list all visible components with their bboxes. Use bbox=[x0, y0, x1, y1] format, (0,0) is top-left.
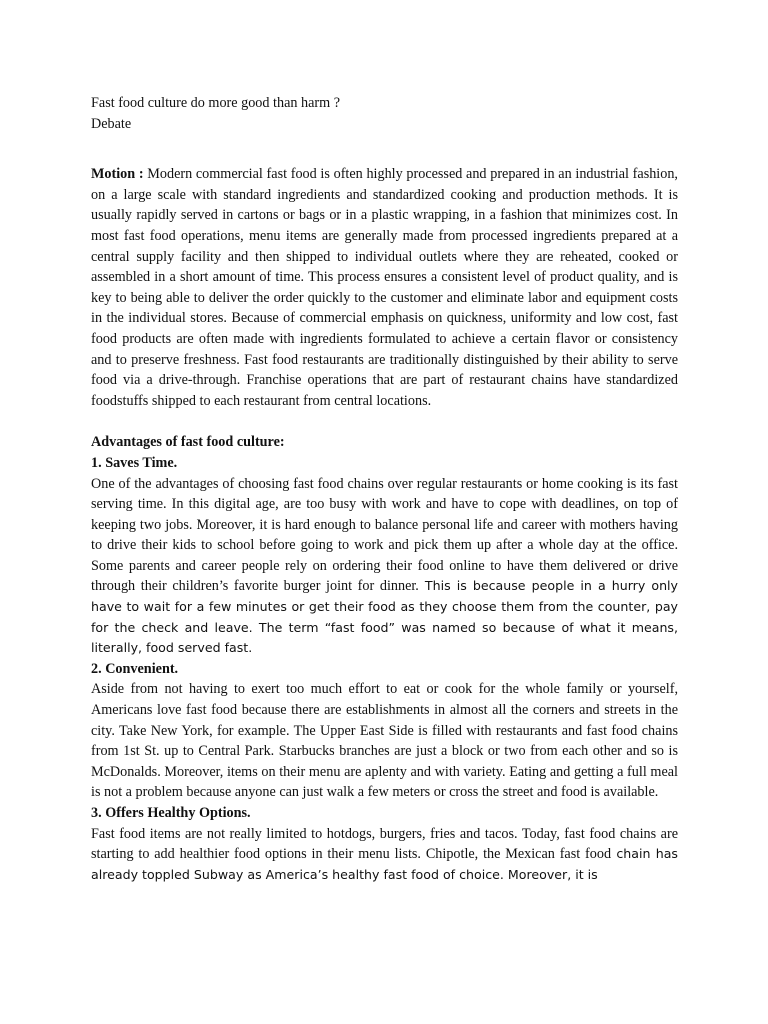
motion-text: Modern commercial fast food is often highly processed and prepared in an industrial fashion, on a large scale with standard ingredients and standardized cooking and production methods. It is usually rapidly served in cartons or bags or in a plastic wrapping, in a fashion that minimizes cost. In most fast food operations, menu items are generally made from processed ingredients prepared at a central supply facility and then shipped to individual outlets where they are reheated, cooked or assembled in a short amount of time. This process ensures a consistent level of product quality, and is key to being able to deliver the order quickly to the customer and eliminate labor and equipment costs in the individual stores. Because of commercial emphasis on quickness, uniformity and low cost, fast food products are often made with ingredients formulated to achieve a certain flavor or consistency and to preserve freshness. Fast food restaurants are traditionally distinguished by their ability to serve food via a drive-through. Franchise operations that are part of restaurant chains have standardized foodstuffs shipped to each restaurant from central locations. bbox=[91, 166, 678, 409]
motion-label: Motion : bbox=[91, 166, 144, 183]
paragraph-text: Aside from not having to exert too much effort to eat or cook for the whole family or yourself, Americans love fast food because there are establishments in almost all the corners and streets in the city. Take New York, for example. The Upper East Side is filled with restaurants and fast food chains from 1st St. up to Central Park. Starbucks branches are just a block or two from each other and so is McDonalds. Moreover, items on their menu are aplenty and with variety. Eating and getting a full meal is not a problem because anyone can just walk a few meters or cross the street and food is available. bbox=[91, 681, 678, 801]
section-heading-healthy-options: 3. Offers Healthy Options. bbox=[91, 805, 251, 821]
advantages-heading: Advantages of fast food culture: bbox=[91, 434, 285, 451]
document-title: Fast food culture do more good than harm ? bbox=[91, 95, 341, 111]
paragraph-text-alt-font: This is because people in a hurry only have to wait for a few minutes or get their food as they choose them from the counter, pay for the check and leave. The term “fast food” was named so because of what it means, literally, food served fast. bbox=[91, 578, 678, 656]
section-paragraph-saves-time bbox=[91, 474, 678, 659]
document-page bbox=[91, 93, 678, 885]
section-paragraph-healthy-options bbox=[91, 824, 678, 886]
document-subtitle: Debate bbox=[91, 115, 132, 132]
motion-paragraph bbox=[91, 164, 678, 411]
spacer bbox=[91, 411, 678, 432]
section-heading-convenient: 2. Convenient. bbox=[91, 660, 179, 677]
spacer bbox=[91, 134, 678, 164]
paragraph-text-alt-font: chain has already toppled Subway as America’s healthy fast food of choice. Moreover, it is bbox=[91, 846, 678, 882]
section-heading-saves-time: 1. Saves Time. bbox=[91, 454, 178, 471]
paragraph-text: One of the advantages of choosing fast food chains over regular restaurants or home cooking is its fast serving time. In this digital age, are too busy with work and have to cope with deadlines, on top of keeping two jobs. Moreover, it is hard enough to balance personal life and career with mothers having to drive their kids to school before going to work and pick them up after a whole day at the office. Some parents and career people rely on ordering their food online to have them delivered or drive through their children’s favorite burger joint for dinner. bbox=[91, 475, 678, 595]
section-paragraph-convenient bbox=[91, 679, 678, 803]
paragraph-text: Fast food items are not really limited to hotdogs, burgers, fries and tacos. Today, fast food chains are starting to add healthier food options in their menu lists. Chipotle, the Mexican fast food bbox=[91, 825, 678, 863]
